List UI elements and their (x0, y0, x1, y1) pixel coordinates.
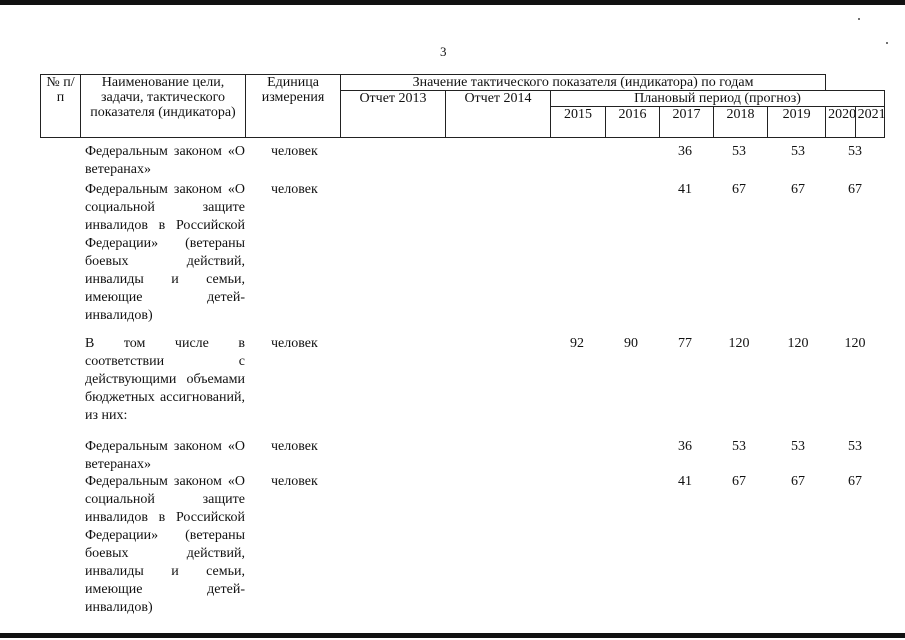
value-2018: 36 (678, 439, 692, 454)
indicator-unit: человек (271, 182, 318, 197)
value-2021: 67 (848, 474, 862, 489)
indicator-name: Федеральным законом «О ветеранах» (85, 144, 245, 177)
indicator-name: Федеральным законом «О социальной защите инвалидов в Российской Федерации» (ветераны боевых действий, инвалиды и семьи, имеющие детей-инвалидов) (85, 474, 245, 615)
page-number: 3 (440, 44, 447, 59)
value-2020: 120 (787, 336, 809, 351)
value-2020: 53 (791, 144, 805, 159)
value-2020: 67 (791, 182, 805, 197)
header-year: 2018 (714, 107, 768, 138)
value-2021: 53 (848, 144, 862, 159)
value-2018: 77 (678, 336, 692, 351)
value-2021: 53 (848, 439, 862, 454)
header-report-2013: Отчет 2013 (341, 91, 446, 138)
value-2019: 53 (732, 439, 746, 454)
header-year: 2021 (855, 107, 884, 138)
value-2018: 41 (678, 182, 692, 197)
value-2019: 53 (732, 144, 746, 159)
value-2019: 120 (728, 336, 750, 351)
value-2021: 67 (848, 182, 862, 197)
header-values-title: Значение тактического показателя (индикатора) по годам (341, 75, 826, 91)
indicator-name: Федеральным законом «О ветеранах» (85, 439, 245, 472)
value-2017: 90 (624, 336, 638, 351)
indicator-unit: человек (271, 474, 318, 489)
scan-speck (858, 18, 860, 20)
header-year: 2017 (660, 107, 714, 138)
table-header (40, 74, 885, 138)
top-border-rule (0, 0, 905, 5)
value-2020: 53 (791, 439, 805, 454)
value-2020: 67 (791, 474, 805, 489)
indicator-unit: человек (271, 439, 318, 454)
header-year: 2020 (826, 107, 855, 138)
header-year: 2015 (551, 107, 606, 138)
value-2019: 67 (732, 474, 746, 489)
indicator-unit: человек (271, 336, 318, 351)
header-plan-title: Плановый период (прогноз) (551, 91, 885, 107)
header-report-2014: Отчет 2014 (446, 91, 551, 138)
value-2016: 92 (570, 336, 584, 351)
bottom-border-rule (0, 633, 905, 638)
header-col-number: № п/п (41, 75, 81, 138)
indicator-unit: человек (271, 144, 318, 159)
value-2018: 41 (678, 474, 692, 489)
value-2019: 67 (732, 182, 746, 197)
header-year: 2019 (768, 107, 826, 138)
value-2018: 36 (678, 144, 692, 159)
header-col-unit: Единица измерения (246, 75, 341, 138)
header-year: 2016 (606, 107, 660, 138)
header-col-name: Наименование цели, задачи, тактического показателя (индикатора) (81, 75, 246, 138)
indicator-name: В том числе в соответствии с действующими объемами бюджетных ассигнований, из них: (85, 336, 245, 423)
scan-speck (886, 42, 888, 44)
value-2021: 120 (844, 336, 866, 351)
indicator-name: Федеральным законом «О социальной защите инвалидов в Российской Федерации» (ветераны боевых действий, инвалиды и семьи, имеющие детей-инвалидов) (85, 182, 245, 323)
